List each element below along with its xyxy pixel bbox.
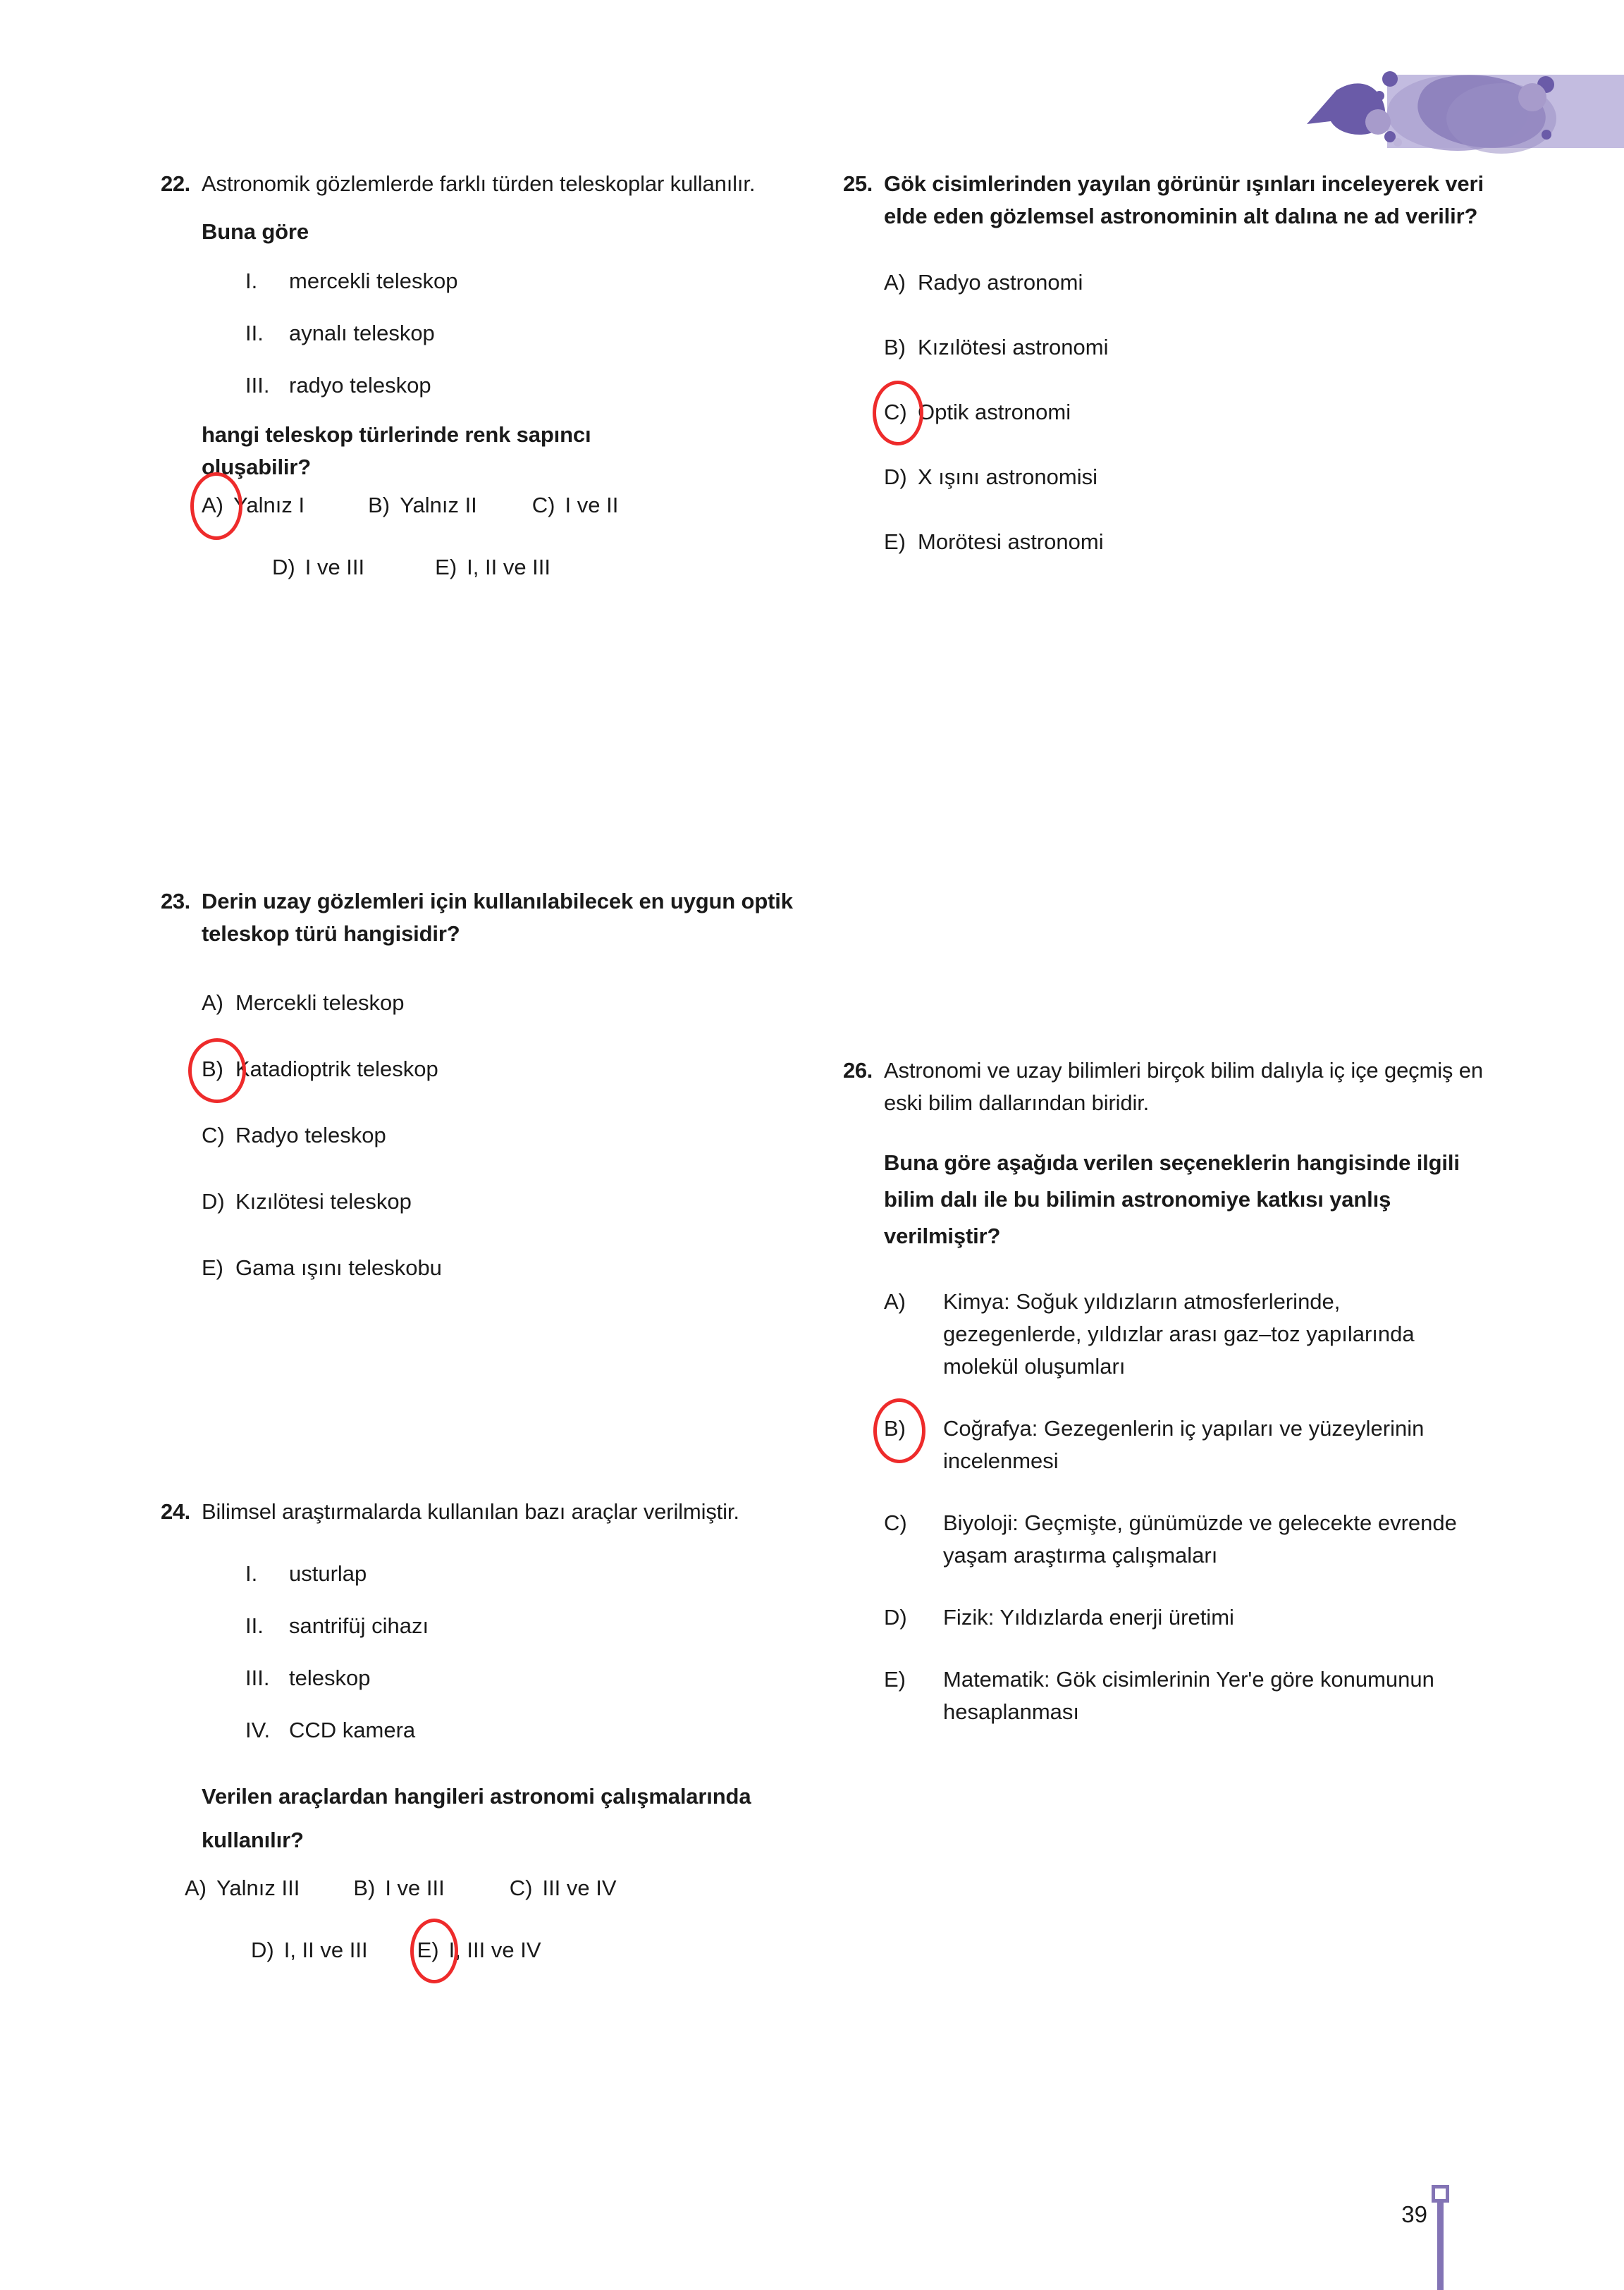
option-b-text: I ve III [385, 1876, 445, 1900]
question-26-options [884, 1286, 1506, 1728]
roman-text: teleskop [289, 1666, 371, 1690]
roman-numeral: III. [245, 373, 270, 398]
question-25-header [843, 168, 1506, 233]
option-e-label: E) [435, 555, 457, 579]
option-e-text: Gama ışını teleskobu [235, 1255, 442, 1280]
option-b[interactable] [353, 1872, 444, 1904]
option-d-text: I, II ve III [283, 1938, 368, 1962]
option-c-text: Biyoloji: Geçmişte, günümüzde ve gelecekte evrende yaşam araştırma çalışmaları [943, 1510, 1457, 1568]
option-a-text: Radyo astronomi [918, 270, 1083, 295]
option-c[interactable] [202, 1119, 823, 1152]
option-c[interactable] [884, 1507, 1462, 1572]
option-a-text: Yalnız I [233, 493, 305, 517]
question-25-options [884, 266, 1506, 558]
option-a-label: A) [202, 990, 223, 1015]
question-24-roman-list [245, 1558, 823, 1747]
question-22-options-row-1 [202, 489, 823, 522]
roman-numeral: III. [245, 1666, 270, 1690]
roman-item [245, 1662, 823, 1694]
option-e-label: E) [884, 1667, 906, 1692]
option-e[interactable] [202, 1252, 823, 1284]
option-e[interactable] [435, 551, 550, 584]
option-a[interactable] [185, 1872, 300, 1904]
option-c[interactable] [532, 489, 619, 522]
question-24-options-row-2 [251, 1934, 823, 1966]
option-d[interactable] [884, 1601, 1462, 1634]
question-23-header [161, 885, 823, 950]
option-a-text: Mercekli teleskop [235, 990, 405, 1015]
answer-circle-mark [873, 1398, 925, 1463]
roman-item [245, 265, 823, 297]
option-d-text: I ve III [304, 555, 365, 579]
option-c[interactable] [884, 396, 1506, 429]
question-22-stem: Astronomik gözlemlerde farklı türden teleskoplar kullanılır. [202, 171, 756, 196]
option-b-label: B) [884, 1412, 943, 1445]
option-b[interactable] [884, 331, 1506, 364]
option-d[interactable] [884, 461, 1506, 493]
question-26-stem: Astronomi ve uzay bilimleri birçok bilim dalıyla iç içe geçmiş en eski bilim dallarından biridir. [884, 1058, 1483, 1115]
question-25 [843, 168, 1506, 558]
option-e[interactable] [417, 1934, 541, 1966]
option-e-text: I, II ve III [467, 555, 551, 579]
option-c-text: Optik astronomi [918, 400, 1071, 424]
option-a-label: A) [202, 489, 223, 522]
footer-square-icon [1432, 2185, 1449, 2203]
question-23-options [202, 987, 823, 1284]
option-c-label: C) [531, 493, 555, 517]
roman-text: radyo teleskop [289, 373, 431, 398]
option-b-text: Coğrafya: Gezegenlerin iç yapıları ve yüzeylerinin incelenmesi [943, 1416, 1425, 1473]
roman-item [245, 317, 823, 350]
option-c-label: C) [509, 1876, 533, 1900]
option-d-label: D) [202, 1189, 225, 1214]
roman-text: aynalı teleskop [289, 321, 435, 345]
option-d-label: D) [272, 555, 295, 579]
option-a[interactable] [202, 987, 823, 1019]
option-b[interactable] [884, 1412, 1462, 1477]
option-d[interactable] [202, 1186, 823, 1218]
question-22-options-row-2 [272, 551, 823, 584]
roman-item [245, 1610, 823, 1642]
question-22-header [161, 168, 823, 200]
question-23 [161, 885, 823, 1284]
option-b-label: B) [884, 335, 906, 359]
roman-item [245, 1714, 823, 1747]
question-22-subhead: Buna göre [202, 219, 309, 244]
option-e-text: I, III ve IV [448, 1938, 541, 1962]
option-a-label: A) [884, 1289, 906, 1314]
option-b-text: Katadioptrik teleskop [235, 1057, 438, 1081]
option-b-label: B) [368, 493, 390, 517]
roman-text: santrifüj cihazı [289, 1613, 429, 1638]
roman-text: mercekli teleskop [289, 269, 458, 293]
question-22-question: hangi teleskop türlerinde renk sapıncı oluşabilir? [202, 422, 591, 479]
option-d-text: Kızılötesi teleskop [235, 1189, 412, 1214]
roman-text: CCD kamera [289, 1718, 416, 1742]
option-b-label: B) [353, 1876, 376, 1900]
roman-item [245, 369, 823, 402]
question-24-header [161, 1496, 823, 1528]
question-26-question: Buna göre aşağıda verilen seçeneklerin hangisinde ilgili bilim dalı ile bu bilimin astronomiye katkısı yanlış verilmiştir? [884, 1150, 1460, 1248]
option-b-label: B) [202, 1053, 235, 1085]
option-d-label: D) [884, 464, 907, 489]
option-d-label: D) [251, 1938, 274, 1962]
page-number: 39 [1401, 2201, 1427, 2227]
question-22 [161, 168, 823, 584]
answer-circle-mark [873, 381, 923, 445]
question-24-options-row-1 [185, 1872, 823, 1904]
option-c-text: I ve II [565, 493, 619, 517]
option-a[interactable] [202, 489, 304, 522]
option-e-label: E) [884, 529, 906, 554]
question-26 [843, 1054, 1506, 1728]
option-c-label: C) [202, 1123, 225, 1147]
question-22-roman-list [245, 265, 823, 402]
roman-numeral: I. [245, 1561, 258, 1586]
roman-numeral: IV. [245, 1718, 271, 1742]
option-c[interactable] [510, 1872, 617, 1904]
option-c-label: C) [884, 396, 918, 429]
question-24-question: Verilen araçlardan hangileri astronomi çalışmalarında kullanılır? [202, 1784, 751, 1852]
option-d-label: D) [884, 1605, 907, 1630]
roman-numeral: II. [245, 1613, 264, 1638]
roman-numeral: I. [245, 269, 258, 293]
question-24-number: 24. [161, 1499, 190, 1524]
option-e-label: E) [202, 1255, 223, 1280]
option-a[interactable] [884, 1286, 1462, 1383]
option-e-label: E) [417, 1934, 439, 1966]
question-26-number: 26. [843, 1058, 873, 1083]
option-c-text: Radyo teleskop [235, 1123, 386, 1147]
option-c-label: C) [884, 1510, 907, 1535]
option-e[interactable] [884, 526, 1506, 558]
footer-accent-rule [1437, 2189, 1444, 2290]
option-e-text: Matematik: Gök cisimlerinin Yer'e göre konumunun hesaplanması [943, 1667, 1434, 1724]
question-22-number: 22. [161, 171, 190, 196]
question-25-stem: Gök cisimlerinden yayılan görünür ışınları inceleyerek veri elde eden gözlemsel astronominin alt dalına ne ad verilir? [884, 171, 1484, 228]
roman-text: usturlap [289, 1561, 367, 1586]
roman-numeral: II. [245, 321, 264, 345]
question-24-stem: Bilimsel araştırmalarda kullanılan bazı araçlar verilmiştir. [202, 1499, 739, 1524]
option-e-text: Morötesi astronomi [918, 529, 1104, 554]
option-d[interactable] [251, 1934, 368, 1966]
option-a-label: A) [884, 270, 906, 295]
question-23-stem: Derin uzay gözlemleri için kullanılabilecek en uygun optik teleskop türü hangisidir? [202, 889, 793, 946]
option-d-text: X ışını astronomisi [918, 464, 1097, 489]
option-a-label: A) [185, 1876, 207, 1900]
question-24 [161, 1496, 823, 1966]
option-b-text: Yalnız II [400, 493, 477, 517]
option-d[interactable] [272, 551, 364, 584]
option-a-text: Kimya: Soğuk yıldızların atmosferlerinde, gezegenlerde, yıldızlar arası gaz–toz yapılarında molekül oluşumları [943, 1289, 1415, 1379]
option-b-text: Kızılötesi astronomi [918, 335, 1109, 359]
question-26-header [843, 1054, 1506, 1119]
question-23-number: 23. [161, 889, 190, 913]
roman-item [245, 1558, 823, 1590]
option-c-text: III ve IV [542, 1876, 617, 1900]
option-a[interactable] [884, 266, 1506, 299]
option-b[interactable] [202, 1053, 823, 1085]
option-a-text: Yalnız III [216, 1876, 300, 1900]
option-e[interactable] [884, 1663, 1462, 1728]
option-d-text: Fizik: Yıldızlarda enerji üretimi [943, 1605, 1234, 1630]
question-25-number: 25. [843, 171, 873, 196]
option-b[interactable] [368, 489, 477, 522]
